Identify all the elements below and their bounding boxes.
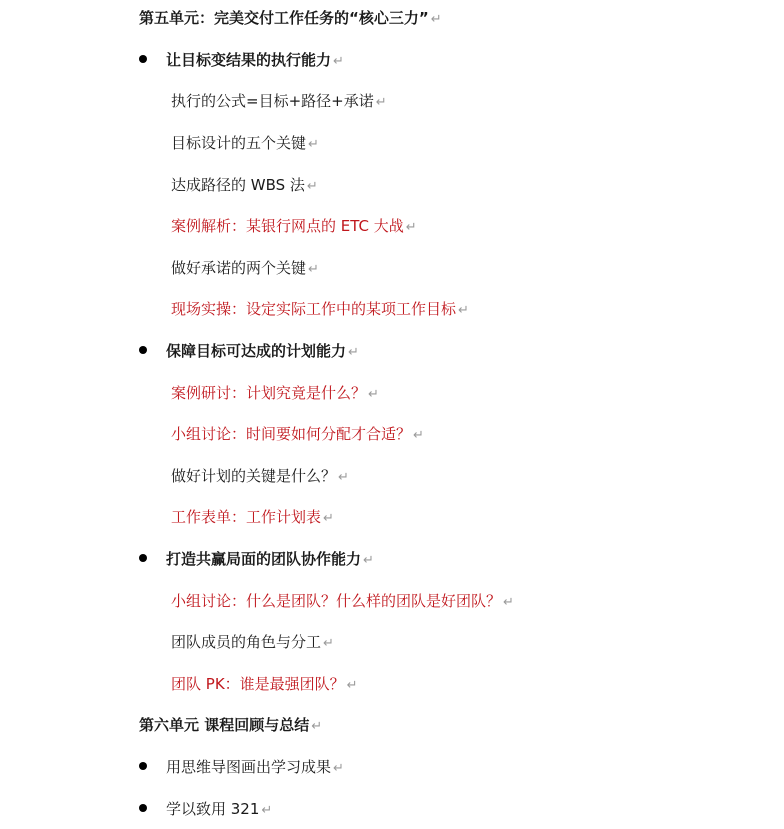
paragraph-mark: ↵ — [405, 220, 417, 235]
bullet-dot-icon — [139, 554, 147, 562]
section-heading-teamwork: 打造共赢局面的团队协作能力 ↵ — [139, 549, 374, 569]
paragraph-mark: ↵ — [338, 470, 349, 485]
list-item-highlight: 小组讨论：时间要如何分配才合适？ ↵ — [171, 425, 424, 443]
list-item-highlight: 案例研讨：计划究竟是什么？ ↵ — [171, 384, 379, 402]
unit5-title: 第五单元：完美交付工作任务的“核心三力” ↵ — [139, 9, 442, 27]
list-item: 做好承诺的两个关键 ↵ — [171, 259, 319, 277]
paragraph-mark: ↵ — [323, 636, 334, 651]
summary-bullet-item: 用思维导图画出学习成果 ↵ — [139, 757, 344, 777]
paragraph-mark: ↵ — [413, 428, 424, 443]
paragraph-mark: ↵ — [348, 345, 359, 360]
paragraph-mark: ↵ — [375, 95, 387, 110]
paragraph-mark: ↵ — [333, 761, 344, 776]
section-heading-planning: 保障目标可达成的计划能力 ↵ — [139, 341, 359, 361]
list-item: 执行的公式=目标+路径+承诺 ↵ — [171, 92, 387, 110]
list-item-highlight: 现场实操：设定实际工作中的某项工作目标 ↵ — [171, 300, 469, 318]
bullet-dot-icon — [139, 55, 147, 63]
paragraph-mark: ↵ — [368, 387, 379, 402]
list-item-highlight: 团队 PK：谁是最强团队？ ↵ — [171, 675, 358, 693]
list-item: 团队成员的角色与分工 ↵ — [171, 633, 334, 651]
bullet-dot-icon — [139, 762, 147, 770]
list-item: 做好计划的关键是什么？ ↵ — [171, 467, 349, 485]
section-heading-execution: 让目标变结果的执行能力 ↵ — [139, 50, 344, 70]
paragraph-mark: ↵ — [323, 511, 334, 526]
list-item: 目标设计的五个关键 ↵ — [171, 134, 319, 152]
unit6-title: 第六单元 课程回顾与总结 ↵ — [139, 716, 323, 734]
list-item-highlight: 工作表单：工作计划表 ↵ — [171, 508, 334, 526]
paragraph-mark: ↵ — [333, 54, 344, 69]
paragraph-mark: ↵ — [346, 678, 358, 693]
list-item-highlight: 案例解析：某银行网点的 ETC 大战 ↵ — [171, 217, 417, 235]
bullet-dot-icon — [139, 346, 147, 354]
list-item: 达成路径的 WBS 法 ↵ — [171, 176, 318, 194]
list-item-highlight: 小组讨论：什么是团队？什么样的团队是好团队？ ↵ — [171, 592, 514, 610]
paragraph-mark: ↵ — [308, 262, 319, 277]
paragraph-mark: ↵ — [430, 12, 442, 27]
paragraph-mark: ↵ — [363, 553, 374, 568]
paragraph-mark: ↵ — [503, 595, 514, 610]
paragraph-mark: ↵ — [311, 719, 323, 734]
paragraph-mark: ↵ — [306, 179, 318, 194]
paragraph-mark: ↵ — [261, 803, 273, 818]
paragraph-mark: ↵ — [458, 303, 469, 318]
summary-bullet-item: 学以致用 321 ↵ — [139, 799, 272, 819]
bullet-dot-icon — [139, 804, 147, 812]
paragraph-mark: ↵ — [308, 137, 319, 152]
